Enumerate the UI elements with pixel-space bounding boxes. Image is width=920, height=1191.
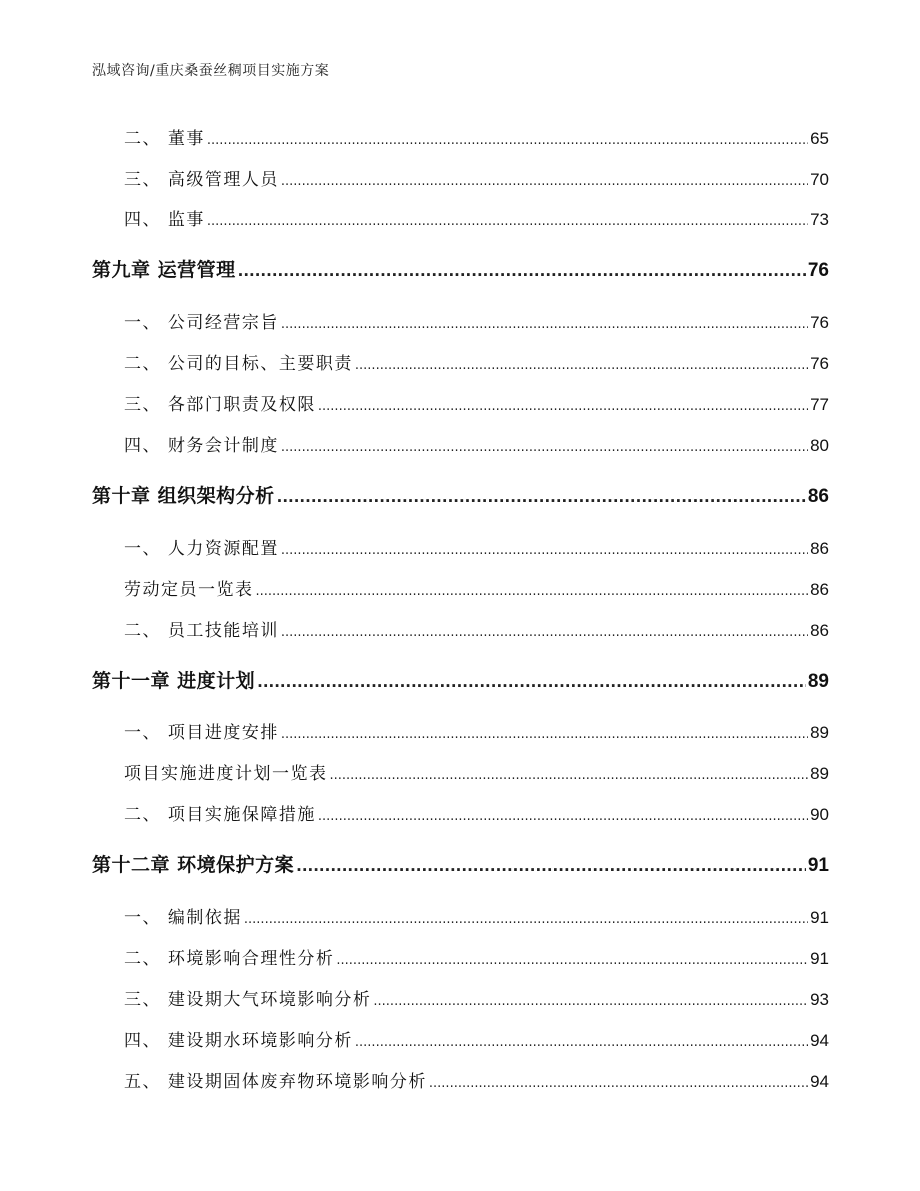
toc-entry-department-duties[interactable]	[124, 390, 829, 415]
toc-chapter-title: 第九章 运营管理	[92, 259, 236, 281]
toc-chapter-page: 86	[807, 486, 829, 507]
toc-chapter-title: 第十章 组织架构分析	[92, 485, 275, 507]
toc-entry-directors[interactable]	[124, 124, 829, 149]
toc-entry-page: 89	[810, 723, 829, 742]
toc-entry-page: 94	[810, 1072, 829, 1091]
toc-entry-page: 86	[810, 621, 829, 640]
toc-chapter-11[interactable]	[92, 666, 829, 693]
toc-entry-title: 三、 建设期大气环境影响分析	[124, 990, 372, 1010]
dot-leader	[355, 358, 808, 373]
toc-entry-title: 二、 环境影响合理性分析	[124, 949, 335, 969]
toc-entry-water-impact[interactable]	[124, 1026, 829, 1051]
toc-chapter-12[interactable]	[92, 850, 829, 877]
toc-entry-page: 91	[810, 908, 829, 927]
toc-entry-title: 一、 编制依据	[124, 908, 242, 928]
toc-entry-compilation-basis[interactable]	[124, 903, 829, 928]
toc-entry-page: 70	[810, 170, 829, 189]
toc-chapter-page: 91	[807, 855, 829, 876]
dot-leader	[330, 768, 809, 783]
toc-entry-title: 二、 董事	[124, 129, 205, 149]
dot-leader	[207, 133, 808, 148]
toc-entry-title: 二、 项目实施保障措施	[124, 805, 316, 825]
toc-entry-page: 91	[810, 949, 829, 968]
toc-entry-page: 76	[810, 354, 829, 373]
toc-entry-staff-training[interactable]	[124, 616, 829, 641]
dot-leader	[256, 584, 809, 599]
toc-chapter-9[interactable]	[92, 255, 829, 282]
toc-entry-page: 86	[810, 580, 829, 599]
toc-entry-page: 94	[810, 1031, 829, 1050]
toc-chapter-page: 89	[807, 671, 829, 692]
dot-leader	[277, 488, 806, 506]
toc-entry-page: 89	[810, 764, 829, 783]
toc-entry-supervisors[interactable]	[124, 205, 829, 230]
toc-entry-title: 一、 项目进度安排	[124, 723, 279, 743]
toc-entry-safeguard-measures[interactable]	[124, 800, 829, 825]
toc-entry-goals-duties[interactable]	[124, 349, 829, 374]
dot-leader	[244, 912, 808, 927]
toc-entry-title: 三、 各部门职责及权限	[124, 395, 316, 415]
toc-entry-title: 项目实施进度计划一览表	[124, 764, 328, 784]
toc-entry-title: 二、 员工技能培训	[124, 621, 279, 641]
toc-entry-page: 76	[810, 313, 829, 332]
toc-entry-title: 四、 财务会计制度	[124, 436, 279, 456]
toc-chapter-10[interactable]	[92, 481, 829, 508]
toc-chapter-page: 76	[807, 260, 829, 281]
dot-leader	[207, 214, 808, 229]
toc-entry-hr-allocation[interactable]	[124, 534, 829, 559]
dot-leader	[373, 994, 808, 1009]
toc-entry-title: 五、 建设期固体废弃物环境影响分析	[124, 1072, 427, 1092]
running-header: 泓域咨询/重庆桑蚕丝稠项目实施方案	[92, 63, 330, 79]
dot-leader	[281, 317, 808, 332]
dot-leader	[281, 543, 808, 558]
toc-entry-schedule-table[interactable]	[124, 759, 829, 784]
toc-entry-page: 86	[810, 539, 829, 558]
dot-leader	[281, 174, 808, 189]
toc-entry-title: 劳动定员一览表	[124, 580, 254, 600]
dot-leader	[336, 953, 808, 968]
dot-leader	[355, 1035, 808, 1050]
dot-leader	[281, 727, 808, 742]
toc-entry-senior-management[interactable]	[124, 165, 829, 190]
toc-entry-page: 73	[810, 210, 829, 229]
dot-leader	[238, 262, 806, 280]
dot-leader	[318, 399, 808, 414]
dot-leader	[296, 857, 806, 875]
toc-entry-title: 四、 监事	[124, 210, 205, 230]
toc-entry-staffing-table[interactable]	[124, 575, 829, 600]
toc-chapter-title: 第十一章 进度计划	[92, 670, 256, 692]
toc-entry-page: 80	[810, 436, 829, 455]
dot-leader	[318, 809, 808, 824]
toc-entry-impact-rationality[interactable]	[124, 944, 829, 969]
toc-entry-title: 一、 人力资源配置	[124, 539, 279, 559]
toc-entry-page: 93	[810, 990, 829, 1009]
dot-leader	[281, 625, 808, 640]
dot-leader	[281, 440, 808, 455]
toc-entry-schedule-arrangement[interactable]	[124, 718, 829, 743]
dot-leader	[429, 1076, 808, 1091]
toc-entry-business-purpose[interactable]	[124, 308, 829, 333]
toc-entry-page: 90	[810, 805, 829, 824]
toc-entry-solid-waste-impact[interactable]	[124, 1067, 829, 1092]
toc-entry-accounting-system[interactable]	[124, 431, 829, 456]
toc-entry-air-impact[interactable]	[124, 985, 829, 1010]
toc-entry-title: 一、 公司经营宗旨	[124, 313, 279, 333]
toc-entry-page: 65	[810, 129, 829, 148]
toc-chapter-title: 第十二章 环境保护方案	[92, 854, 295, 876]
toc-entry-title: 四、 建设期水环境影响分析	[124, 1031, 353, 1051]
toc-entry-page: 77	[810, 395, 829, 414]
toc-entry-title: 二、 公司的目标、主要职责	[124, 354, 353, 374]
dot-leader	[257, 673, 806, 691]
toc-entry-title: 三、 高级管理人员	[124, 170, 279, 190]
